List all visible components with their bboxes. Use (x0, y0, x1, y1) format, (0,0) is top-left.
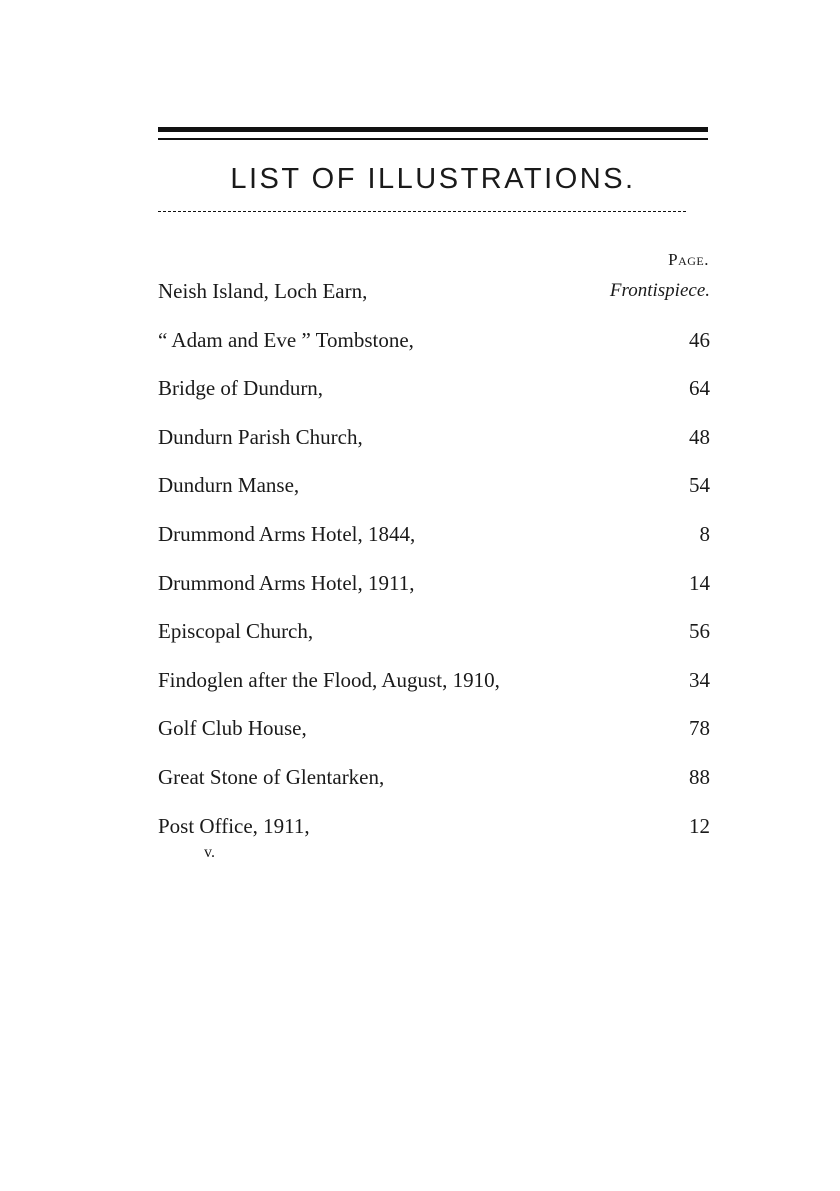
entry-page: 46 (689, 327, 710, 352)
list-item (158, 326, 710, 375)
list-item (158, 714, 710, 763)
entry-page: 56 (689, 619, 710, 644)
title-underline-rule (158, 211, 686, 212)
entry-title: Dundurn Parish Church, (158, 424, 363, 449)
entry-title: “ Adam and Eve ” Tombstone, (158, 327, 414, 352)
page-title: LIST OF ILLUSTRATIONS. (230, 163, 636, 195)
list-item (158, 763, 710, 812)
page-column-header: Page. (668, 250, 709, 269)
list-item (158, 423, 710, 472)
list-item (158, 471, 710, 520)
list-item (158, 666, 710, 715)
entry-title: Post Office, 1911, (158, 813, 310, 838)
entry-title: Bridge of Dundurn, (158, 376, 324, 401)
entry-title: Drummond Arms Hotel, 1844, (158, 521, 416, 546)
list-item (158, 277, 710, 326)
entry-title: Findoglen after the Flood, August, 1910, (158, 667, 500, 692)
entry-page: 48 (689, 424, 710, 449)
entry-title: Episcopal Church, (158, 619, 314, 644)
entry-page: 64 (689, 376, 710, 401)
entry-page: Frontispiece. (609, 280, 710, 301)
entry-page: 8 (699, 521, 710, 546)
entry-title: Drummond Arms Hotel, 1911, (158, 570, 415, 595)
list-item (158, 812, 710, 861)
top-rule-thin (158, 138, 708, 140)
entry-title: Neish Island, Loch Earn, (158, 279, 368, 303)
entry-page: 88 (689, 764, 710, 789)
list-item (158, 374, 710, 423)
entry-title: Golf Club House, (158, 716, 307, 741)
entry-page: 78 (689, 716, 710, 741)
top-rule-thick (158, 127, 708, 132)
illustrations-list (158, 277, 710, 860)
list-item (158, 617, 710, 666)
entry-page: 34 (689, 667, 710, 692)
entry-title: Dundurn Manse, (158, 473, 300, 498)
entry-page: 12 (689, 813, 710, 838)
page-folio: v. (204, 844, 215, 861)
entry-page: 14 (689, 570, 710, 595)
entry-page: 54 (689, 473, 710, 498)
entry-title: Great Stone of Glentarken, (158, 764, 385, 789)
list-item (158, 569, 710, 618)
list-item (158, 520, 710, 569)
